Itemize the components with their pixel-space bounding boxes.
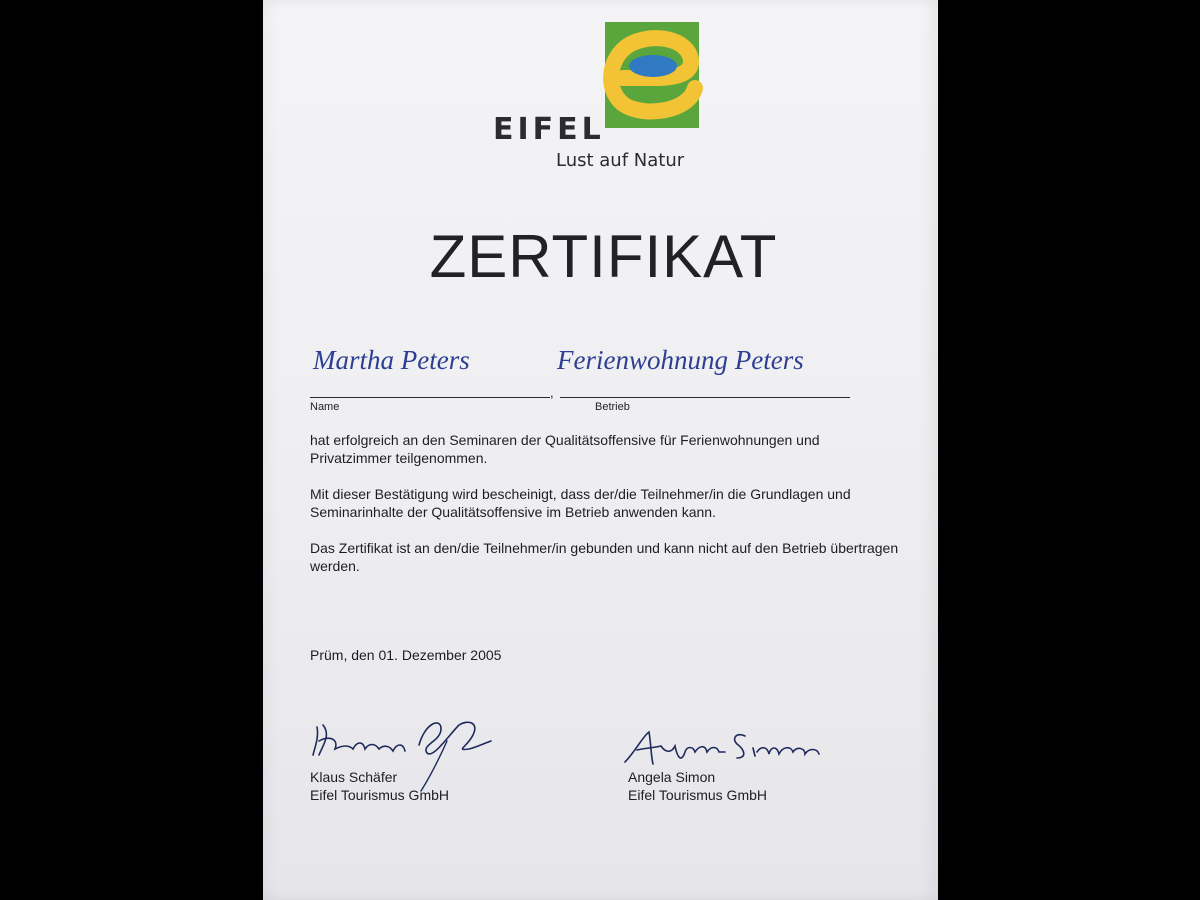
body-paragraph-confirmation: Mit dieser Bestätigung wird bescheinigt, dass der/die Teilnehmer/in die Grundlagen und Seminarinhalte der Qualitätsoffensive im Betrieb anwenden kann. (310, 486, 851, 520)
business-line (560, 397, 850, 398)
line-separator: , (550, 385, 554, 400)
logo-tagline: Lust auf Natur (556, 150, 685, 171)
signatory-name: Angela Simon (628, 769, 716, 785)
business-label: Betrieb (595, 401, 630, 413)
body-paragraph-binding: Das Zertifikat ist an den/die Teilnehmer/in gebunden und kann nicht auf den Betrieb übertragen werden. (310, 540, 899, 574)
signatory-name: Klaus Schäfer (310, 769, 398, 785)
name-line (310, 397, 550, 398)
signatory-block-2 (628, 768, 767, 804)
signatory-organization: Eifel Tourismus GmbH (628, 787, 768, 803)
logo-wordmark: EIFEL (493, 112, 605, 147)
name-label: Name (310, 401, 340, 413)
participant-name-value: Martha Peters (313, 345, 470, 375)
certificate-page (263, 0, 938, 900)
logo-blue-oval (629, 55, 677, 77)
participant-business-value: Ferienwohnung Peters (557, 345, 804, 375)
body-paragraph-participation: hat erfolgreich an den Seminaren der Qualitätsoffensive für Ferienwohnungen und Privatzimmer teilgenommen. (310, 432, 820, 466)
certificate-title: ZERTIFIKAT (429, 223, 778, 290)
signatory-block-1 (310, 768, 449, 804)
signatory-organization: Eifel Tourismus GmbH (310, 787, 450, 803)
place-and-date: Prüm, den 01. Dezember 2005 (310, 647, 502, 663)
eifel-logo-icon (603, 22, 703, 130)
signature-angela-simon (621, 722, 861, 772)
